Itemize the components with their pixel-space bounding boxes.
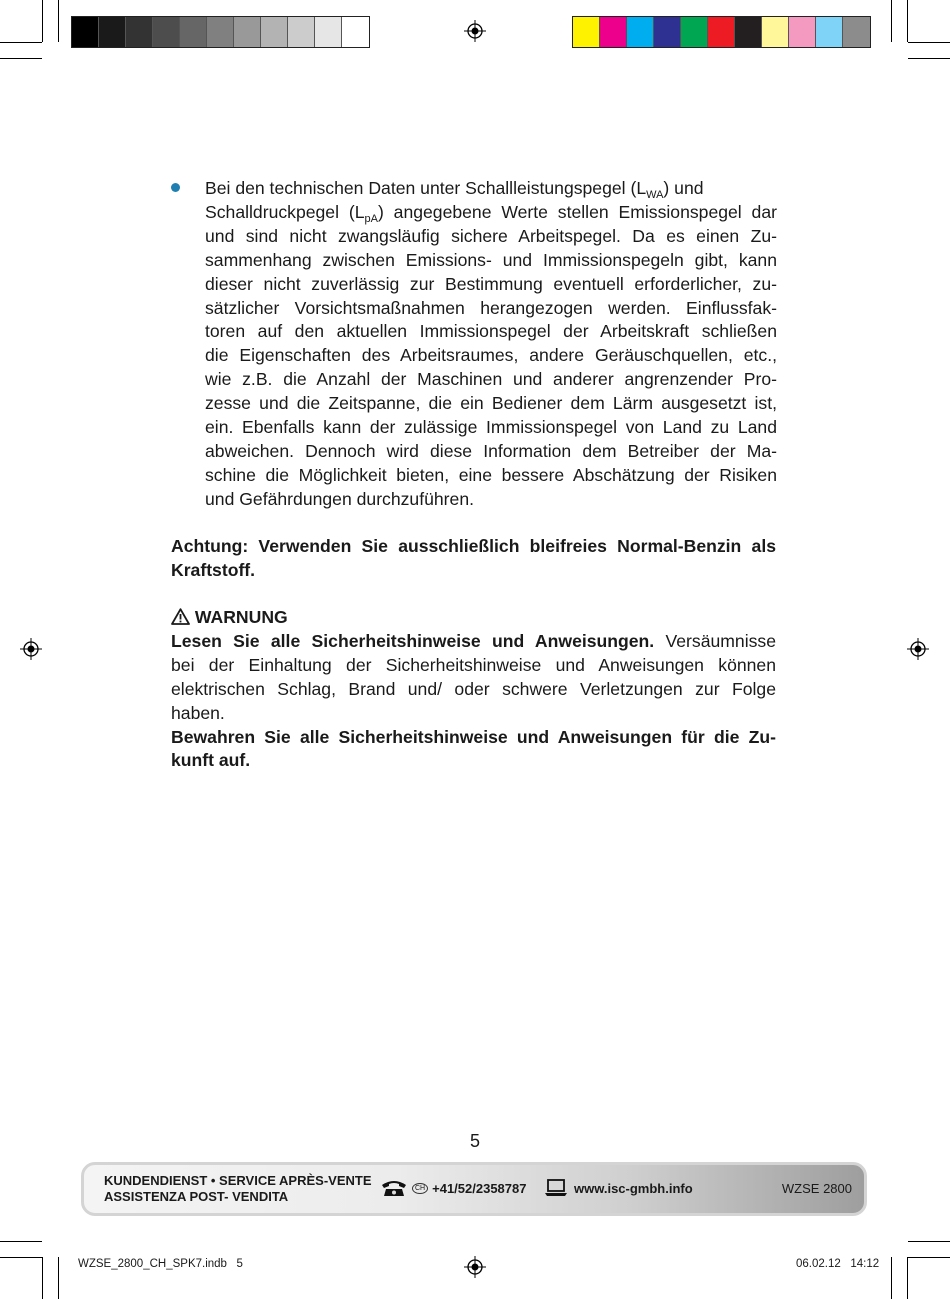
service-footer xyxy=(81,1162,867,1216)
page-number: 5 xyxy=(469,1131,480,1151)
text-line: sätzlicher Vorsichtsmaßnahmen herangezogen werden. Einflussfak- xyxy=(205,297,777,318)
registration-mark-icon xyxy=(20,638,42,660)
crop-mark xyxy=(58,0,59,42)
crop-mark xyxy=(42,0,43,42)
crop-mark xyxy=(58,1257,59,1299)
bullet-dot-icon xyxy=(171,183,180,192)
crop-mark xyxy=(891,1257,892,1299)
phone-contact xyxy=(380,1179,526,1197)
color-swatch xyxy=(762,17,789,47)
crop-mark xyxy=(0,58,42,59)
crop-mark xyxy=(908,58,950,59)
text-line: sammenhang zwischen Emissions- und Immissionspegeln gibt, kann xyxy=(205,249,777,270)
text-line: Kraftstoff. xyxy=(171,559,256,580)
color-bar xyxy=(572,16,871,48)
text-line: wie z.B. die Anzahl der Maschinen und anderer angrenzender Pro- xyxy=(205,369,777,390)
color-swatch xyxy=(600,17,627,47)
text-line: abweichen. Dennoch wird diese Information dem Betreiber der Ma- xyxy=(205,440,777,461)
text-line: Achtung: Verwenden Sie ausschließlich bleifreies Normal-Benzin als xyxy=(171,536,776,556)
color-swatch xyxy=(261,17,288,47)
color-swatch xyxy=(72,17,99,47)
color-swatch xyxy=(735,17,762,47)
text-line: Bewahren Sie alle Sicherheitshinweise und Anweisungen für die Zu- xyxy=(171,726,776,747)
text-line: Bei den technischen Daten unter Schallleistungspegel $(L_{WA})$ und xyxy=(205,178,704,201)
color-swatch xyxy=(153,17,180,47)
text-line: elektrischen Schlag, Brand und/ oder schwere Verletzungen zur Folge xyxy=(171,678,776,699)
text-line: schine die Möglichkeit bieten, eine bessere Abschätzung der Risiken xyxy=(205,464,777,485)
achtung-notice xyxy=(171,535,776,583)
registration-mark-icon xyxy=(907,638,929,660)
color-swatch xyxy=(708,17,735,47)
color-swatch xyxy=(99,17,126,47)
crop-mark xyxy=(0,1257,42,1258)
warning-section xyxy=(171,606,776,773)
crop-mark xyxy=(908,1241,950,1242)
warning-triangle-icon xyxy=(171,608,190,625)
color-swatch xyxy=(342,17,369,47)
phone-number: +41/52/2358787 xyxy=(432,1180,527,1196)
color-swatch xyxy=(654,17,681,47)
text-line: und Gefährdungen durchzuführen. xyxy=(205,488,474,509)
text-line: haben. xyxy=(171,702,225,723)
color-swatch xyxy=(288,17,315,47)
registration-mark-icon xyxy=(464,1256,486,1278)
color-swatch xyxy=(573,17,600,47)
color-swatch xyxy=(843,17,870,47)
laptop-icon xyxy=(544,1179,568,1197)
crop-mark xyxy=(907,1257,908,1299)
bullet-text xyxy=(205,177,777,512)
text-line: dieser nicht zuverlässig zur Bestimmung eventuell erforderlicher, zu- xyxy=(205,273,777,294)
grayscale-bar xyxy=(71,16,370,48)
color-swatch xyxy=(207,17,234,47)
text-line: Lesen Sie alle Sicherheitshinweise und Anweisungen. Versäumnisse xyxy=(171,630,777,651)
telephone-icon xyxy=(380,1179,408,1197)
color-swatch xyxy=(681,17,708,47)
color-swatch xyxy=(234,17,261,47)
text-line: und sind nicht zwangsläufig sichere Arbeitspegel. Da es einen Zu- xyxy=(205,225,777,246)
service-label: KUNDENDIENST • SERVICE APRÈS-VENTE ASSISTENZA POST- VENDITA xyxy=(104,1173,372,1204)
color-swatch xyxy=(315,17,342,47)
crop-mark xyxy=(0,42,42,43)
color-swatch xyxy=(180,17,207,47)
text-line: ein. Ebenfalls kann der zulässige Immissionspegel von Land zu Land xyxy=(205,417,777,438)
website-link[interactable]: www.isc-gmbh.info xyxy=(574,1180,693,1196)
text-line: toren auf den aktuellen Immissionspegel der Arbeitskraft schließen xyxy=(205,321,777,342)
color-swatch xyxy=(789,17,816,47)
text-line: bei der Einhaltung der Sicherheitshinweise und Anweisungen können xyxy=(171,654,776,675)
crop-mark xyxy=(0,1241,42,1242)
file-slug: WZSE_2800_CH_SPK7.indb 5 xyxy=(78,1258,243,1270)
color-swatch xyxy=(126,17,153,47)
warning-heading: WARNUNG xyxy=(171,606,776,630)
website-contact xyxy=(544,1179,693,1197)
crop-mark xyxy=(891,0,892,42)
color-swatch xyxy=(627,17,654,47)
text-line: kunft auf. xyxy=(171,750,251,771)
crop-mark xyxy=(42,1257,43,1299)
crop-mark xyxy=(908,1257,950,1258)
text-line: zesse und die Zeitspanne, die ein Bediener dem Lärm ausgesetzt ist, xyxy=(205,393,777,414)
date-slug: 06.02.12 14:12 xyxy=(796,1258,880,1270)
text-line: Schalldruckpegel $(L_{pA})$ angegebene Werte stellen Emissionspegel dar xyxy=(205,201,777,225)
model-label: WZSE 2800 xyxy=(781,1181,852,1196)
crop-mark xyxy=(908,42,950,43)
color-swatch xyxy=(816,17,843,47)
text-line: die Eigenschaften des Arbeitsraumes, andere Geräuschquellen, etc., xyxy=(205,345,777,366)
country-badge: CH xyxy=(412,1183,428,1194)
registration-mark-icon xyxy=(464,20,486,42)
crop-mark xyxy=(907,0,908,42)
